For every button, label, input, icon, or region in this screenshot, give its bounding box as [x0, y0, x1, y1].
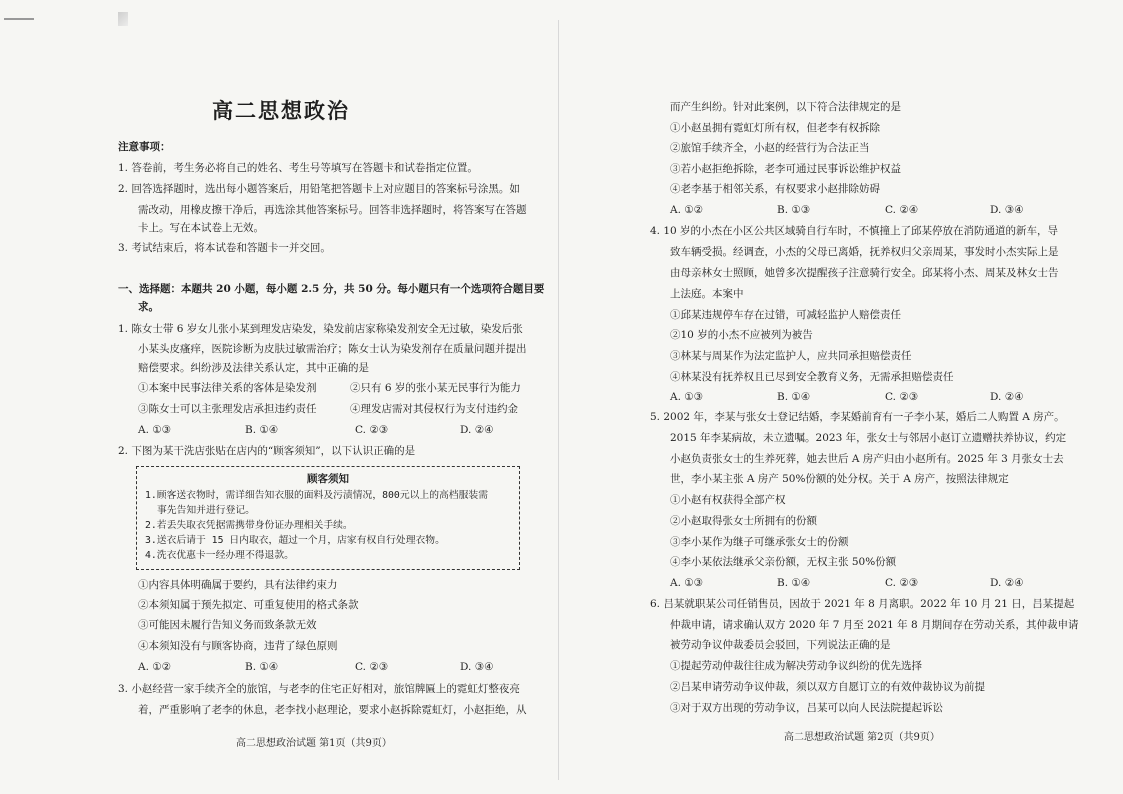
question-1-statement: ①本案中民事法律关系的客体是染发剂: [138, 382, 317, 394]
question-1-stem: 赔偿要求。纠纷涉及法律关系认定，其中正确的是: [138, 362, 369, 374]
customer-notice-line: 事先告知并进行登记。: [157, 505, 255, 516]
section-heading: 求。: [138, 301, 159, 313]
question-3-statement: ②旅馆手续齐全，小赵的经营行为合法正当: [670, 142, 870, 154]
question-6-statement: ②吕某申请劳动争议仲裁，须以双方自愿订立的有效仲裁协议为前提: [670, 681, 985, 693]
scan-artifact: [118, 12, 128, 26]
page-divider: [558, 20, 559, 780]
question-2-stem: 2. 下图为某干洗店张贴在店内的“顾客须知”，以下认识正确的是: [118, 445, 416, 457]
question-4-choice: B. ①④: [777, 391, 811, 403]
notice-line: 2. 回答选择题时，选出每小题答案后，用铅笔把答题卡上对应题目的答案标号涂黑。如: [118, 183, 520, 195]
customer-notice-line: 2.若丢失取衣凭据需携带身份证办理相关手续。: [145, 520, 353, 531]
question-3-choice: B. ①③: [777, 204, 811, 216]
question-4-choice: C. ②③: [885, 391, 919, 403]
question-4-statement: ②10 岁的小杰不应被列为被告: [670, 329, 813, 341]
question-2-statement: ④本须知没有与顾客协商，违背了绿色原则: [138, 640, 338, 652]
exam-page-2: [562, 0, 1123, 794]
section-heading: 一、选择题：本题共 20 小题，每小题 2.5 分，共 50 分。每小题只有一个选项符合题目要: [118, 283, 545, 295]
question-4-statement: ①邱某违规停车存在过错，可减轻监护人赔偿责任: [670, 309, 901, 321]
question-6-stem: 被劳动争议仲裁委员会驳回，下列说法正确的是: [670, 639, 891, 651]
question-4-stem: 上法庭。本案中: [670, 288, 744, 300]
question-4-choice: A. ①③: [670, 391, 704, 403]
question-5-statement: ②小赵取得张女士所拥有的份额: [670, 515, 817, 527]
question-5-statement: ①小赵有权获得全部产权: [670, 494, 786, 506]
notice-line: 卡上。写在本试卷上无效。: [138, 222, 264, 234]
question-2-choice: A. ①②: [138, 661, 172, 673]
question-1-stem: 小某头皮瘙痒，医院诊断为皮肤过敏需治疗；陈女士认为染发剂存在质量问题并提出: [138, 343, 527, 355]
page-footer: 高二思想政治试题 第1页（共9页）: [236, 738, 392, 749]
question-5-stem: 5. 2002 年，李某与张女士登记结婚，李某婚前育有一子李小某，婚后二人购置 A 房产。: [650, 411, 1065, 423]
question-3-choice: D. ③④: [990, 204, 1024, 216]
question-4-statement: ④林某没有抚养权且已尽到安全教育义务，无需承担赔偿责任: [670, 371, 954, 383]
question-1-statement: ④理发店需对其侵权行为支付违约金: [350, 403, 518, 415]
question-2-choice: B. ①④: [245, 661, 279, 673]
question-2-choice: C. ②③: [355, 661, 389, 673]
question-6-stem: 仲裁申请，请求确认双方 2020 年 7 月至 2021 年 8 月期间存在劳动关系，其仲裁申请: [670, 619, 1079, 631]
page-footer: 高二思想政治试题 第2页（共9页）: [784, 732, 940, 743]
customer-notice-box: [136, 466, 520, 570]
question-6-statement: ③对于双方出现的劳动争议，吕某可以向人民法院提起诉讼: [670, 702, 943, 714]
question-6-stem: 6. 吕某就职某公司任销售员，因故于 2021 年 8 月离职。2022 年 10 月 21 日，吕某提起: [650, 598, 1075, 610]
customer-notice-line: 1.顾客送衣物时，需详细告知衣服的面料及污渍情况，800元以上的高档服装需: [145, 490, 488, 501]
notice-line: 需改动，用橡皮擦干净后，再选涂其他答案标号。回答非选择题时，将答案写在答题: [138, 204, 527, 216]
customer-notice-line: 3.送衣后请于 15 日内取衣，超过一个月，店家有权自行处理衣物。: [145, 535, 445, 546]
question-1-choice: B. ①④: [245, 424, 279, 436]
question-1-stem: 1. 陈女士带 6 岁女儿张小某到理发店染发，染发前店家称染发剂安全无过敏，染发后张: [118, 323, 523, 335]
exam-title: 高二思想政治: [212, 98, 350, 123]
customer-notice-line: 4.洗衣优惠卡一经办理不得退款。: [145, 550, 294, 561]
question-1-choice: D. ②④: [460, 424, 494, 436]
question-3-choice: A. ①②: [670, 204, 704, 216]
question-3-stem: 3. 小赵经营一家手续齐全的旅馆，与老李的住宅正好相对，旅馆牌匾上的霓虹灯整夜亮: [118, 683, 520, 695]
customer-notice-title: 顾客须知: [307, 473, 349, 485]
question-4-stem: 致车辆受损。经调查，小杰的父母已离婚，抚养权归父亲周某，事发时小杰实际上是: [670, 246, 1059, 258]
notice-line: 1. 答卷前，考生务必将自己的姓名、考生号等填写在答题卡和试卷指定位置。: [118, 162, 478, 174]
question-5-choice: D. ②④: [990, 577, 1024, 589]
question-5-stem: 世，李小某主张 A 房产 50%份额的处分权。关于 A 房产，按照法律规定: [670, 473, 1009, 485]
question-5-stem: 2015 年李某病故，未立遗嘱。2023 年，张女士与邻居小赵订立遗赠扶养协议，约定: [670, 432, 1067, 444]
question-3-choice: C. ②④: [885, 204, 919, 216]
question-1-choice: C. ②③: [355, 424, 389, 436]
question-5-choice: C. ②③: [885, 577, 919, 589]
question-3-stem: 着，严重影响了老李的休息，老李找小赵理论，要求小赵拆除霓虹灯，小赵拒绝，从: [138, 704, 527, 716]
question-2-statement: ③可能因未履行告知义务而致条款无效: [138, 619, 317, 631]
question-2-statement: ②本须知属于预先拟定、可重复使用的格式条款: [138, 599, 359, 611]
notice-header: 注意事项：: [118, 141, 171, 153]
question-2-statement: ①内容具体明确属于要约，具有法律约束力: [138, 579, 338, 591]
question-4-statement: ③林某与周某作为法定监护人，应共同承担赔偿责任: [670, 350, 912, 362]
question-1-choice: A. ①③: [138, 424, 172, 436]
question-5-choice: A. ①③: [670, 577, 704, 589]
question-3-statement: ③若小赵拒绝拆除，老李可通过民事诉讼维护权益: [670, 163, 901, 175]
question-4-choice: D. ②④: [990, 391, 1024, 403]
question-3-stem: 而产生纠纷。针对此案例，以下符合法律规定的是: [670, 101, 901, 113]
question-4-stem: 由母亲林女士照顾，她曾多次提醒孩子注意骑行安全。邱某将小杰、周某及林女士告: [670, 267, 1059, 279]
question-6-statement: ①提起劳动仲裁往往成为解决劳动争议纠纷的优先选择: [670, 660, 922, 672]
question-5-statement: ④李小某依法继承父亲份额，无权主张 50%份额: [670, 556, 897, 568]
question-3-statement: ①小赵虽拥有霓虹灯所有权，但老李有权拆除: [670, 122, 880, 134]
question-1-statement: ②只有 6 岁的张小某无民事行为能力: [350, 382, 521, 394]
notice-line: 3. 考试结束后，将本试卷和答题卡一并交回。: [118, 242, 331, 254]
question-5-choice: B. ①④: [777, 577, 811, 589]
question-1-statement: ③陈女士可以主张理发店承担违约责任: [138, 403, 317, 415]
question-2-choice: D. ③④: [460, 661, 494, 673]
question-3-statement: ④老李基于相邻关系，有权要求小赵排除妨碍: [670, 183, 880, 195]
question-5-statement: ③李小某作为继子可继承张女士的份额: [670, 536, 849, 548]
question-4-stem: 4. 10 岁的小杰在小区公共区域骑自行车时，不慎撞上了邱某停放在消防通道的新车，导: [650, 225, 1059, 237]
scan-edge-mark: [4, 18, 34, 20]
question-5-stem: 小赵负责张女士的生养死葬，她去世后 A 房产归由小赵所有。2025 年 3 月张女士去: [670, 453, 1064, 465]
